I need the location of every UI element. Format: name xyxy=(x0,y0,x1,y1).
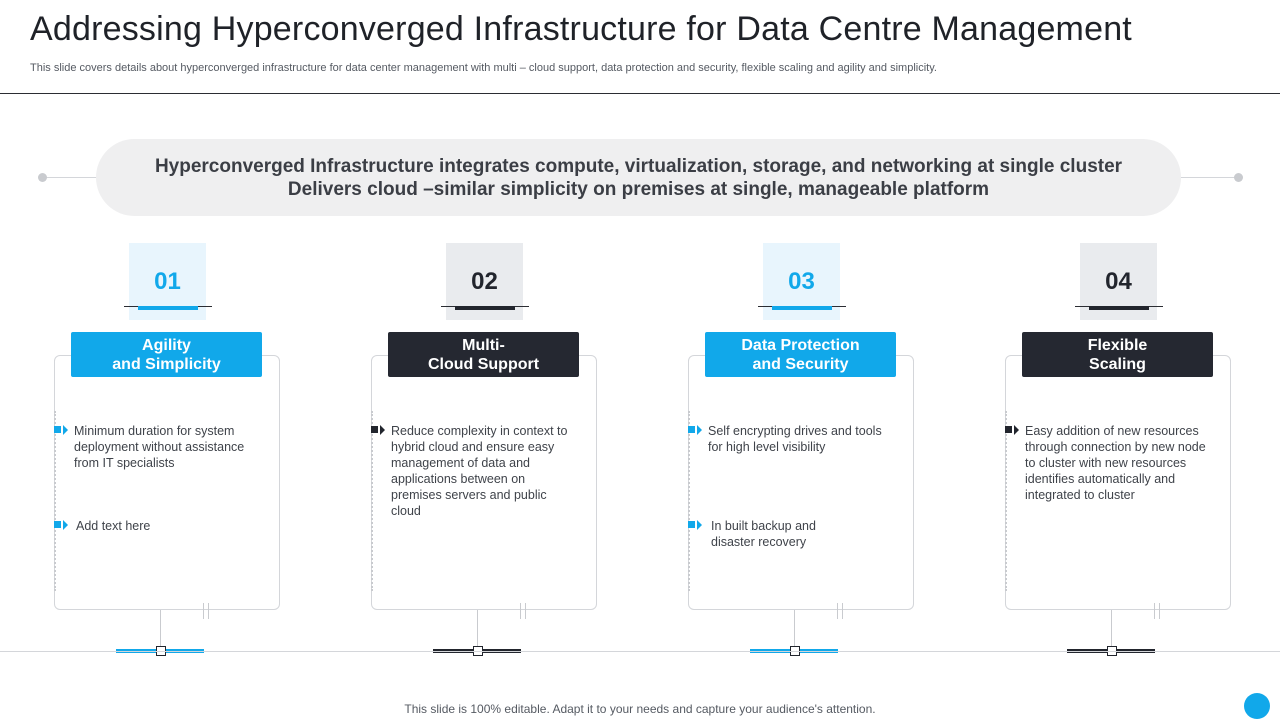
card-data-protection-security xyxy=(688,243,918,663)
banner-connector-right xyxy=(1180,177,1238,178)
card-side-tick xyxy=(203,603,209,619)
card-title-line-1: Multi- xyxy=(462,336,505,354)
list-item xyxy=(1005,423,1215,503)
page-subtitle: This slide covers details about hyperconverged infrastructure for data center management with multi – cloud support, data protection and security, flexible scaling and agility and simplicity. xyxy=(30,62,937,74)
step-number-box: 02 xyxy=(446,243,523,320)
card-title-label xyxy=(71,332,262,377)
card-title-label xyxy=(705,332,896,377)
card-frame xyxy=(54,355,280,610)
bullet-text: Self encrypting drives and tools for high level visibility xyxy=(708,424,882,454)
bullet-text: Easy addition of new resources through connection by new node to cluster with new resources identifies automatically and integrated to cluster xyxy=(1025,424,1206,502)
page-title: Addressing Hyperconverged Infrastructure for Data Centre Management xyxy=(30,10,1132,48)
bullet-text: Reduce complexity in context to hybrid cloud and ensure easy management of data and applications between on premises servers and public cloud xyxy=(391,424,568,518)
header-divider xyxy=(0,93,1280,94)
connector-dot-right xyxy=(1234,173,1243,182)
list-item xyxy=(688,518,848,550)
step-number-box: 03 xyxy=(763,243,840,320)
card-stem xyxy=(794,610,795,650)
list-item xyxy=(371,423,576,519)
card-title-line-1: Data Protection xyxy=(741,336,860,354)
step-number-accent-bar xyxy=(772,306,832,310)
bullet-text: Minimum duration for system deployment without assistance from IT specialists xyxy=(74,424,245,470)
bullet-arrow-icon xyxy=(54,425,70,435)
list-item xyxy=(54,423,264,471)
summary-banner xyxy=(96,139,1181,216)
step-number-accent-bar xyxy=(1089,306,1149,310)
card-multi-cloud-support xyxy=(371,243,601,663)
card-title-line-1: Flexible xyxy=(1087,336,1148,354)
bullet-arrow-icon xyxy=(54,520,70,530)
card-title-line-1: Agility xyxy=(142,336,191,354)
banner-connector-left xyxy=(43,177,97,178)
bullet-arrow-icon xyxy=(688,520,704,530)
bullet-arrow-icon xyxy=(1005,425,1021,435)
card-frame xyxy=(688,355,914,610)
card-title-line-2: and Security xyxy=(752,355,849,373)
banner-line-1: Hyperconverged Infrastructure integrates compute, virtualization, storage, and networking at single cluster xyxy=(154,155,1123,177)
card-side-tick xyxy=(837,603,843,619)
card-stem xyxy=(477,610,478,650)
card-side-tick xyxy=(520,603,526,619)
step-number-accent-bar xyxy=(455,306,515,310)
bullet-arrow-icon xyxy=(688,425,704,435)
card-title-label xyxy=(1022,332,1213,377)
card-title-label xyxy=(388,332,579,377)
card-title-line-2: Cloud Support xyxy=(427,355,540,373)
card-side-tick xyxy=(1154,603,1160,619)
card-flexible-scaling xyxy=(1005,243,1235,663)
step-number-accent-bar xyxy=(138,306,198,310)
bullet-text: Add text here xyxy=(76,519,151,533)
step-number-box: 04 xyxy=(1080,243,1157,320)
card-title-line-2: and Simplicity xyxy=(112,355,221,373)
connector-dot-left xyxy=(38,173,47,182)
banner-line-2: Delivers cloud –similar simplicity on premises at single, manageable platform xyxy=(287,178,990,200)
base-line xyxy=(0,651,1280,652)
card-stem xyxy=(1111,610,1112,650)
step-number-box: 01 xyxy=(129,243,206,320)
card-agility-simplicity xyxy=(54,243,284,663)
footer-note: This slide is 100% editable. Adapt it to your needs and capture your audience's attention. xyxy=(404,702,876,716)
corner-dot-icon xyxy=(1244,693,1270,719)
card-title-line-2: Scaling xyxy=(1089,355,1146,373)
card-stem xyxy=(160,610,161,650)
bullet-text: In built backup and disaster recovery xyxy=(711,519,816,549)
list-item xyxy=(688,423,898,455)
list-item xyxy=(54,518,264,534)
bullet-arrow-icon xyxy=(371,425,387,435)
